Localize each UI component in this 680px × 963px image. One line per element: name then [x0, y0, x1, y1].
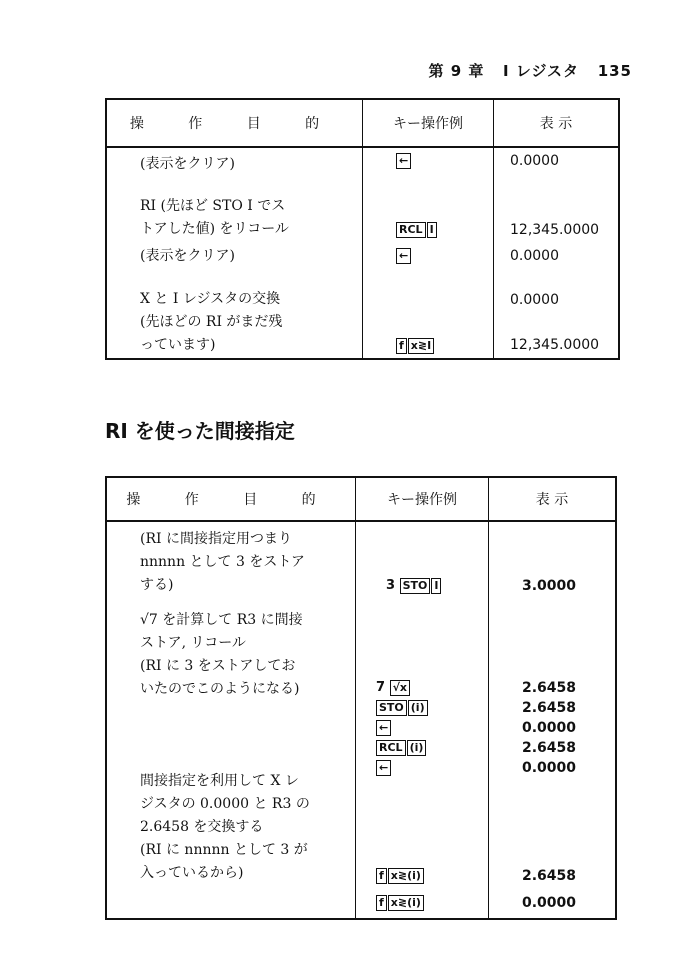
page-number: 135	[597, 62, 632, 80]
t1-row3-purpose: (表示をクリア)	[140, 248, 235, 264]
col-purpose-header: 操 作 目 的	[106, 99, 363, 147]
t1-row1-keys	[396, 151, 412, 171]
page-header	[428, 60, 632, 81]
t2-display-1: 3.0000	[522, 578, 577, 594]
t2-keys-2: 7 √x	[376, 678, 411, 698]
back-key: ←	[396, 248, 411, 264]
t1-row2-purpose: RI (先ほど STO I でス トアした値) をリコール	[140, 198, 289, 237]
t1-row3-keys	[396, 246, 412, 266]
rcl-key: RCL	[376, 740, 406, 756]
chapter-title: I レジスタ	[503, 62, 580, 80]
t2-purpose-block-1: (RI に間接指定用つまり nnnnn として 3 をストア する)	[140, 531, 305, 593]
back-key: ←	[376, 720, 391, 736]
chapter-label: 第 9 章	[428, 62, 485, 80]
t1-row2-display: 12,345.0000	[510, 222, 600, 238]
t2-keys-7	[376, 866, 425, 886]
t1-row4-purpose: X と I レジスタの交換 (先ほどの RI がまだ残 っています)	[140, 291, 283, 353]
rcl-key: RCL	[396, 222, 426, 238]
t2-keys-6	[376, 758, 392, 778]
t1-row1-purpose: (表示をクリア)	[140, 156, 235, 172]
t2-display-8: 0.0000	[522, 895, 577, 911]
f-key: f	[376, 895, 387, 911]
t2-display-6: 0.0000	[522, 760, 577, 776]
t1-row3-display: 0.0000	[510, 248, 559, 264]
x-exchange-indirect-key: x≷(i)	[388, 895, 424, 911]
section-title: RI を使った間接指定	[105, 419, 295, 443]
col-display-header: 表 示	[494, 99, 620, 147]
i-key: I	[427, 222, 437, 238]
t2-keys-3	[376, 698, 429, 718]
i-key: I	[431, 578, 441, 594]
t1-row4-keys	[396, 336, 435, 356]
t2-display-2: 2.6458	[522, 680, 577, 696]
t2-keys-8	[376, 893, 425, 913]
back-key: ←	[376, 760, 391, 776]
back-key: ←	[396, 153, 411, 169]
col-keys-header-2: キー操作例	[356, 477, 489, 521]
sto-key: STO	[376, 700, 407, 716]
sqrt-key: √x	[390, 680, 410, 696]
col-purpose-header-2: 操 作 目 的	[106, 477, 356, 521]
t2-display-5: 2.6458	[522, 740, 577, 756]
indirect-i-key: (i)	[408, 700, 428, 716]
t2-purpose-block-3: 間接指定を利用して X レ ジスタの 0.0000 と R3 の 2.6458 を交換する (RI に nnnnn として 3 が 入っているから)	[140, 773, 310, 881]
col-keys-header: キー操作例	[363, 99, 494, 147]
indirect-i-key: (i)	[407, 740, 427, 756]
t1-row4-display-1: 0.0000	[510, 292, 559, 308]
t2-display-3: 2.6458	[522, 700, 577, 716]
t1-row1-display: 0.0000	[510, 153, 559, 169]
t2-purpose-block-2: √7 を計算して R3 に間接 ストア, リコール (RI に 3 をストアしてお いたのでこのようになる)	[140, 612, 303, 697]
col-display-header-2: 表 示	[489, 477, 617, 521]
x-exchange-indirect-key: x≷(i)	[388, 868, 424, 884]
t2-keys-1: 3 STO I	[386, 576, 442, 596]
t1-row4-display-2: 12,345.0000	[510, 337, 600, 353]
t2-display-4: 0.0000	[522, 720, 577, 736]
t2-keys-4	[376, 718, 392, 738]
t1-row2-keys	[396, 220, 438, 240]
f-key: f	[376, 868, 387, 884]
x-exchange-i-key: x≷I	[408, 338, 434, 354]
t2-display-7: 2.6458	[522, 868, 577, 884]
f-key: f	[396, 338, 407, 354]
sto-key: STO	[400, 578, 431, 594]
t2-keys-5	[376, 738, 427, 758]
